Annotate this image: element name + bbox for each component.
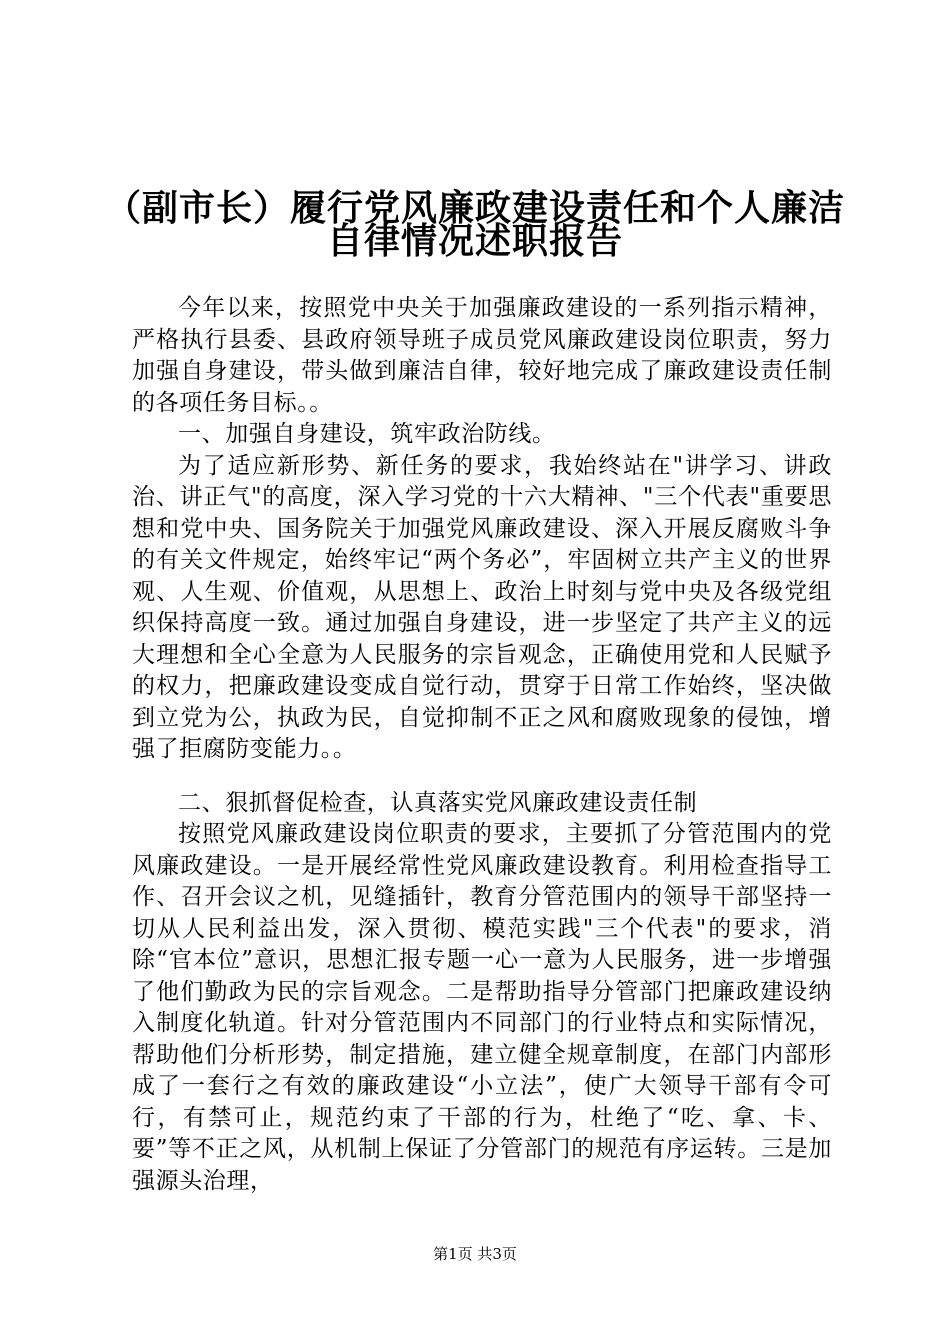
paragraph-section-2: 按照党风廉政建设岗位职责的要求，主要抓了分管范围内的党风廉政建设。一是开展经常性党风廉政建设教育。利用检查指导工作、召开会议之机，见缝插针，教育分管范围内的领导干部坚持一切从人民利益出发，深入贯彻、模范实践"三个代表"的要求，消除“官本位”意识，思想汇报专题一心一意为人民服务，进一步增强了他们勤政为民的宗旨观念。二是帮助指导分管部门把廉政建设纳入制度化轨道。针对分管范围内不同部门的行业特点和实际情况，帮助他们分析形势，制定措施，建立健全规章制度，在部门内部形成了一套行之有效的廉政建设“小立法”，使广大领导干部有令可行，有禁可止，规范约束了干部的行为，杜绝了“吃、拿、卡、要”等不正之风，从机制上保证了分管部门的规范有序运转。三是加强源头治理，: [132, 821, 832, 1194]
paragraph-spacer: [132, 766, 832, 788]
document-body: [132, 293, 832, 1197]
section-heading-1: 一、加强自身建设，筑牢政治防线。: [178, 421, 556, 447]
paragraph-intro: 今年以来，按照党中央关于加强廉政建设的一系列指示精神，严格执行县委、县政府领导班子成员党风廉政建设岗位职责，努力加强自身建设，带头做到廉洁自律，较好地完成了廉政建设责任制的各项任务目标。。: [132, 295, 832, 416]
section-heading-2: 二、狠抓督促检查，认真落实党风廉政建设责任制: [178, 789, 698, 816]
document-title-line-1: （副市长）履行党风廉政建设责任和个人廉洁: [104, 187, 845, 229]
document-title-line-2: 自律情况述职报告: [326, 220, 623, 262]
paragraph-section-1: 为了适应新形势、新任务的要求，我始终站在"讲学习、讲政治、讲正气"的高度，深入学习党的十六大精神、"三个代表"重要思想和党中央、国务院关于加强党风廉政建设、深入开展反腐败斗争的有关文件规定，始终牢记“两个务必”，牢固树立共产主义的世界观、人生观、价值观，从思想上、政治上时刻与党中央及各级党组织保持高度一致。通过加强自身建设，进一步坚定了共产主义的远大理想和全心全意为人民服务的宗旨观念，正确使用党和人民赋予的权力，把廉政建设变成自觉行动，贯穿于日常工作始终，坚决做到立党为公，执政为民，自觉抑制不正之风和腐败现象的侵蚀，增强了拒腐防变能力。。: [132, 452, 832, 762]
page-footer: 第1页 共3页: [433, 1245, 517, 1263]
